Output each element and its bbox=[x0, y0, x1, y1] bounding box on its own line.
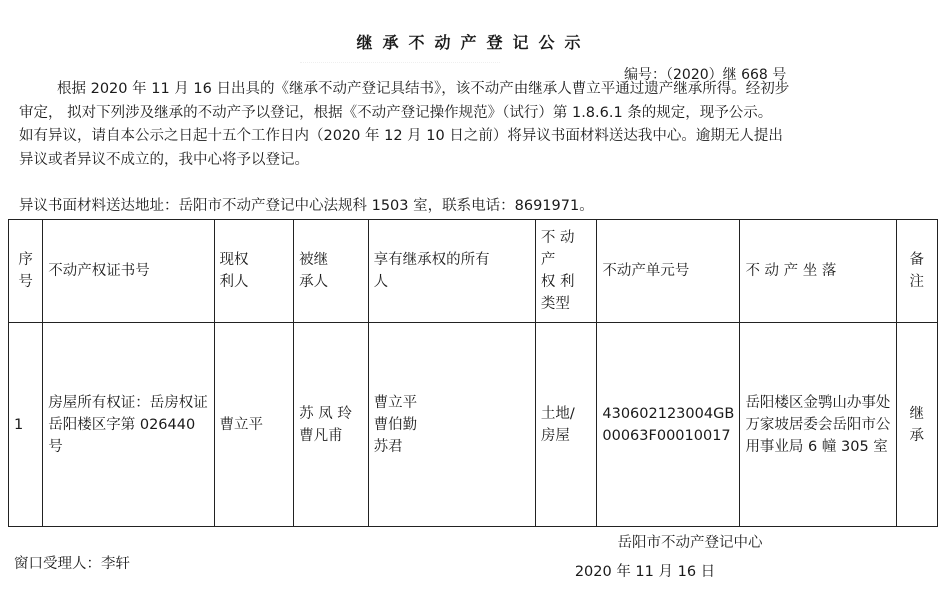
header-text: 注 bbox=[909, 274, 925, 290]
header-deceased bbox=[294, 220, 369, 323]
paragraph-line: 审定， 拟对下列涉及继承的不动产予以登记，根据《不动产登记操作规范》（试行）第 1.8.6.1 条的规定，现予公示。 bbox=[19, 104, 773, 121]
cell-text: 曹伯勤 bbox=[373, 416, 418, 433]
header-text: 类型 bbox=[540, 296, 570, 312]
cell-text: 继 bbox=[909, 405, 925, 422]
cell-text: 承 bbox=[909, 427, 925, 444]
header-cert: 不动产权证书号 bbox=[43, 220, 214, 323]
property-table bbox=[8, 219, 938, 527]
cell-seq: 1 bbox=[9, 323, 43, 527]
cell-location: 岳阳楼区金鹗山办事处万家坡居委会岳阳市公用事业局 6 幢 305 室 bbox=[740, 323, 896, 527]
cell-right-type bbox=[535, 323, 596, 527]
paragraph-line: 根据 2020 年 11 月 16 日出具的《继承不动产登记具结书》，该不动产由继承人曹立平通过遗产继承所得。经初步 bbox=[57, 81, 790, 97]
cell-cert: 房屋所有权证：岳房权证岳阳楼区字第 026440 号 bbox=[43, 323, 214, 527]
page-title: 继承不动产登记公示 bbox=[356, 33, 591, 52]
header-text: 产 bbox=[540, 252, 556, 268]
header-location: 不 动 产 坐 落 bbox=[740, 220, 896, 323]
cell-heirs bbox=[368, 323, 535, 527]
issuer-name: 岳阳市不动产登记中心 bbox=[617, 535, 763, 551]
cell-note bbox=[896, 323, 937, 527]
cell-text: 苏 凤 玲 bbox=[299, 405, 352, 422]
cell-holder: 曹立平 bbox=[214, 323, 294, 527]
header-text: 号 bbox=[18, 274, 33, 290]
header-text: 现权 bbox=[219, 252, 249, 268]
intro-paragraph bbox=[19, 78, 924, 172]
paragraph-line: 异议或者异议不成立的，我中心将予以登记。 bbox=[19, 151, 309, 168]
header-text: 承人 bbox=[299, 274, 329, 290]
cell-text: 曹凡甫 bbox=[299, 427, 343, 444]
header-text: 享有继承权的所有 bbox=[373, 252, 490, 268]
header-text: 不 动 bbox=[540, 230, 575, 246]
header-unit: 不动产单元号 bbox=[597, 220, 740, 323]
header-right-type bbox=[535, 220, 596, 323]
header-text: 被继 bbox=[299, 252, 329, 268]
cell-text: 苏君 bbox=[373, 438, 403, 455]
header-text: 利人 bbox=[219, 274, 249, 290]
cell-deceased bbox=[294, 323, 369, 527]
cell-text: 曹立平 bbox=[373, 394, 418, 411]
table-header-row bbox=[9, 220, 938, 323]
paragraph-line: 如有异议，请自本公示之日起十五个工作日内（2020 年 12 月 10 日之前）将异议书面材料送达我中心。逾期无人提出 bbox=[19, 128, 783, 144]
header-text: 人 bbox=[373, 274, 389, 290]
window-clerk: 窗口受理人：李轩 bbox=[14, 556, 130, 572]
header-heirs bbox=[368, 220, 535, 323]
cell-text: 00063F00010017 bbox=[602, 427, 731, 444]
header-text: 权 利 bbox=[540, 274, 575, 290]
issue-date: 2020 年 11 月 16 日 bbox=[574, 564, 716, 580]
header-holder bbox=[214, 220, 294, 323]
reference-number: 编号：（2020）继 668 号 bbox=[624, 67, 787, 83]
cell-text: 430602123004GB bbox=[602, 405, 735, 422]
cell-text: 房屋 bbox=[540, 427, 570, 444]
table-row bbox=[9, 323, 938, 527]
header-note bbox=[896, 220, 937, 323]
address-line: 异议书面材料送达地址：岳阳市不动产登记中心法规科 1503 室，联系电话：8691971。 bbox=[19, 198, 594, 214]
header-text: 备 bbox=[909, 252, 925, 268]
header-seq bbox=[9, 220, 43, 323]
header-text: 序 bbox=[18, 252, 33, 268]
cell-unit bbox=[597, 323, 740, 527]
cell-text: 土地/ bbox=[540, 405, 575, 422]
